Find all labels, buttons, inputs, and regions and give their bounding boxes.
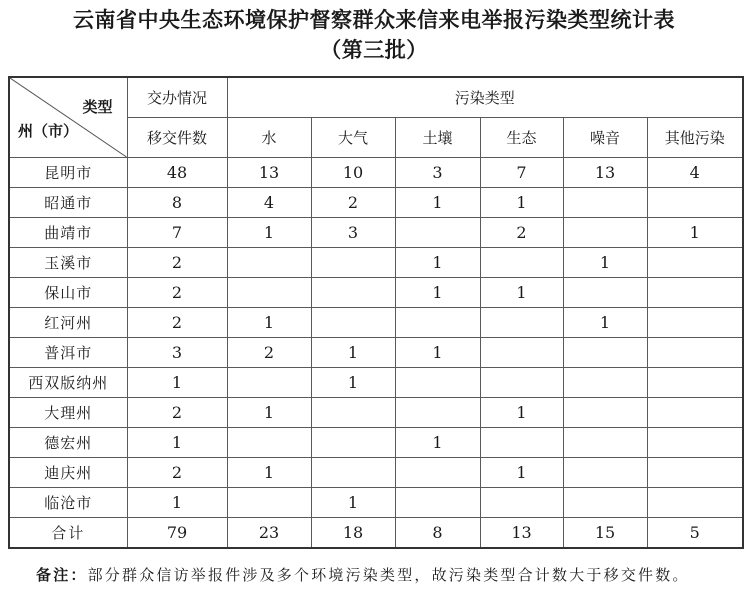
pollution-count-cell [227, 368, 311, 398]
table-subtitle: （第三批） [320, 37, 428, 62]
pollution-count-cell [647, 458, 743, 488]
table-row [9, 218, 743, 248]
corner-city-label: 州（市） [18, 122, 79, 140]
pollution-count-cell: 1 [227, 398, 311, 428]
transferred-count-cell: 3 [127, 338, 227, 368]
pollution-count-cell [563, 278, 647, 308]
footnote-label: 备注： [36, 566, 88, 584]
pollution-count-cell: 1 [647, 218, 743, 248]
pollution-count-cell [395, 398, 480, 428]
pollution-count-cell [563, 488, 647, 518]
pollution-count-cell: 3 [395, 158, 480, 188]
table-row [9, 368, 743, 398]
pollution-count-cell: 13 [563, 158, 647, 188]
pollution-count-cell [647, 338, 743, 368]
city-cell: 普洱市 [9, 338, 127, 368]
pollution-count-cell [395, 308, 480, 338]
pollution-count-cell: 3 [311, 218, 395, 248]
pollution-count-cell: 8 [395, 518, 480, 549]
pollution-count-cell: 5 [647, 518, 743, 549]
pollution-count-cell [563, 398, 647, 428]
pollution-count-cell [563, 338, 647, 368]
pollution-stats-table [8, 76, 744, 549]
transferred-count-cell: 2 [127, 278, 227, 308]
pollution-count-cell [395, 488, 480, 518]
transferred-count-cell: 1 [127, 368, 227, 398]
footnote-text: 部分群众信访举报件涉及多个环境污染类型，故污染类型合计数大于移交件数。 [87, 566, 690, 584]
pollution-count-cell [311, 428, 395, 458]
pollution-count-cell: 1 [311, 488, 395, 518]
pollution-count-cell [647, 428, 743, 458]
pollution-count-cell [311, 458, 395, 488]
pollution-count-cell: 1 [480, 188, 563, 218]
pollution-count-cell: 13 [480, 518, 563, 549]
pollution-count-cell: 1 [227, 458, 311, 488]
pollution-count-cell [563, 218, 647, 248]
header-type: 其他污染 [647, 118, 743, 158]
pollution-count-cell [647, 488, 743, 518]
city-cell: 德宏州 [9, 428, 127, 458]
pollution-count-cell: 10 [311, 158, 395, 188]
city-cell: 昭通市 [9, 188, 127, 218]
pollution-count-cell [647, 248, 743, 278]
pollution-count-cell: 1 [395, 338, 480, 368]
pollution-count-cell: 2 [311, 188, 395, 218]
city-cell: 昆明市 [9, 158, 127, 188]
pollution-count-cell: 1 [395, 188, 480, 218]
pollution-count-cell: 23 [227, 518, 311, 549]
pollution-count-cell: 1 [480, 278, 563, 308]
city-cell: 合计 [9, 518, 127, 549]
table-row [9, 158, 743, 188]
pollution-count-cell [647, 308, 743, 338]
pollution-count-cell [647, 398, 743, 428]
pollution-count-cell: 7 [480, 158, 563, 188]
pollution-count-cell [395, 218, 480, 248]
pollution-count-cell: 1 [480, 458, 563, 488]
city-cell: 迪庆州 [9, 458, 127, 488]
pollution-count-cell: 1 [395, 278, 480, 308]
pollution-count-cell: 18 [311, 518, 395, 549]
pollution-count-cell [480, 308, 563, 338]
header-transferred: 移交件数 [127, 118, 227, 158]
pollution-count-cell [480, 488, 563, 518]
pollution-count-cell: 1 [480, 398, 563, 428]
pollution-count-cell: 1 [311, 368, 395, 398]
header-type: 大气 [311, 118, 395, 158]
table-row [9, 428, 743, 458]
total-row [9, 518, 743, 549]
table-row [9, 458, 743, 488]
diagonal-divider [10, 78, 127, 157]
pollution-count-cell: 2 [227, 338, 311, 368]
pollution-count-cell [311, 308, 395, 338]
pollution-count-cell [395, 458, 480, 488]
table-row [9, 278, 743, 308]
pollution-count-cell: 1 [563, 248, 647, 278]
header-type: 土壤 [395, 118, 480, 158]
footnote [8, 562, 744, 588]
pollution-count-cell [647, 188, 743, 218]
header-type: 噪音 [563, 118, 647, 158]
pollution-count-cell [311, 398, 395, 428]
city-cell: 保山市 [9, 278, 127, 308]
table-row [9, 308, 743, 338]
pollution-count-cell: 4 [227, 188, 311, 218]
transferred-count-cell: 48 [127, 158, 227, 188]
transferred-count-cell: 1 [127, 428, 227, 458]
pollution-count-cell: 1 [227, 218, 311, 248]
transferred-count-cell: 2 [127, 458, 227, 488]
table-row [9, 248, 743, 278]
pollution-count-cell [480, 428, 563, 458]
pollution-count-cell [395, 368, 480, 398]
city-cell: 玉溪市 [9, 248, 127, 278]
header-pollution-group: 污染类型 [227, 77, 743, 118]
table-row [9, 488, 743, 518]
pollution-count-cell [480, 368, 563, 398]
table-row [9, 338, 743, 368]
table-title: 云南省中央生态环境保护督察群众来信来电举报污染类型统计表 [73, 7, 675, 32]
pollution-count-cell [563, 428, 647, 458]
pollution-count-cell [647, 278, 743, 308]
city-cell: 曲靖市 [9, 218, 127, 248]
pollution-count-cell: 1 [395, 248, 480, 278]
transferred-count-cell: 8 [127, 188, 227, 218]
pollution-count-cell: 13 [227, 158, 311, 188]
transferred-count-cell: 2 [127, 398, 227, 428]
pollution-count-cell [227, 428, 311, 458]
pollution-count-cell [647, 368, 743, 398]
table-row [9, 398, 743, 428]
header-type: 生态 [480, 118, 563, 158]
city-cell: 临沧市 [9, 488, 127, 518]
pollution-count-cell: 1 [227, 308, 311, 338]
pollution-count-cell [480, 248, 563, 278]
transferred-count-cell: 7 [127, 218, 227, 248]
pollution-count-cell [227, 278, 311, 308]
pollution-count-cell: 2 [480, 218, 563, 248]
city-cell: 红河州 [9, 308, 127, 338]
pollution-count-cell: 1 [395, 428, 480, 458]
pollution-count-cell [480, 338, 563, 368]
pollution-count-cell [311, 248, 395, 278]
pollution-count-cell [311, 278, 395, 308]
pollution-count-cell [563, 458, 647, 488]
corner-type-label: 类型 [82, 98, 113, 116]
pollution-count-cell: 4 [647, 158, 743, 188]
pollution-count-cell: 1 [311, 338, 395, 368]
table-row [9, 188, 743, 218]
transferred-count-cell: 2 [127, 308, 227, 338]
pollution-count-cell [227, 488, 311, 518]
header-assign-group: 交办情况 [127, 77, 227, 118]
transferred-count-cell: 2 [127, 248, 227, 278]
header-corner-cell [9, 77, 127, 158]
pollution-count-cell [227, 248, 311, 278]
pollution-count-cell [563, 368, 647, 398]
city-cell: 西双版纳州 [9, 368, 127, 398]
transferred-count-cell: 79 [127, 518, 227, 549]
header-type: 水 [227, 118, 311, 158]
pollution-count-cell [563, 188, 647, 218]
pollution-count-cell: 15 [563, 518, 647, 549]
pollution-count-cell: 1 [563, 308, 647, 338]
transferred-count-cell: 1 [127, 488, 227, 518]
city-cell: 大理州 [9, 398, 127, 428]
